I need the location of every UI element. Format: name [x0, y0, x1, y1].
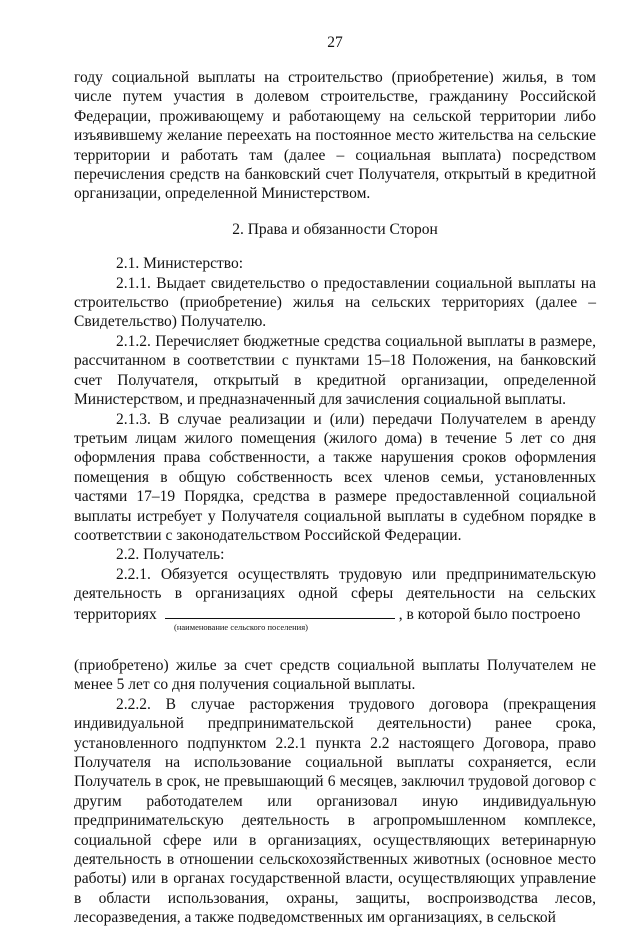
clause-2-2: 2.2. Получатель:: [116, 546, 225, 564]
blank-line-caption: (наименование сельского поселения): [174, 621, 308, 632]
fill-row-end-text: , в которой было построено: [398, 605, 581, 623]
clause-2-1: 2.1. Министерство:: [116, 255, 243, 273]
clause-2-1-2: 2.1.2. Перечисляет бюджетные средства социальной выплаты в размере, рассчитанном в соответствии с пунктами 15–18 Положения, на банковский счет Получателя, открытый в кредитной организации, определенной Министерством, и предназначенный для зачисления социальной выплаты.: [74, 332, 596, 409]
clause-2-2-2: 2.2.2. В случае расторжения трудового договора (прекращения индивидуальной предпринимательской деятельности) ранее срока, установленного подпунктом 2.2.1 пункта 2.2 настоящего Договора, право Получателя на использование социальной выплаты сохраняется, если Получатель в срок, не превышающий 6 месяцев, заключил трудовой договор с другим работодателем или организовал иную индивидуальную предпринимательскую деятельность в агропромышленном комплексе, социальной сфере или в организациях, осуществляющих ветеринарную деятельность в отношении сельскохозяйственных животных (основное место работы) или в органах государственной власти, осуществляющих управление в области использования, охраны, защиты, воспроизводства лесов, лесоразведения, а также подведомственных им организациях, в сельской: [74, 695, 596, 927]
clause-2-2-1-fill-row: [74, 604, 596, 624]
section-heading: 2. Права и обязанности Сторон: [232, 220, 438, 238]
clause-2-2-1-continuation: (приобретено) жилье за счет средств социальной выплаты Получателем не менее 5 лет со дня получения социальной выплаты.: [74, 656, 596, 694]
clause-2-1-3: 2.1.3. В случае реализации и (или) передачи Получателем в аренду третьим лицам жилого помещения (жилого дома) в течение 5 лет со дня оформления права собственности, а также нарушения сроков оформления помещения в общую собственность всех членов семьи, установленных частями 17–19 Порядка, средства в размере предоставленной социальной выплаты истребует у Получателя социальной выплаты в судебном порядке в соответствии с законодательством Российской Федерации.: [74, 410, 596, 544]
rural-settlement-blank-line[interactable]: [165, 604, 395, 619]
clause-2-2-1-text: 2.2.1. Обязуется осуществлять трудовую или предпринимательскую деятельность в организациях одной сферы деятельности на сельских: [74, 565, 596, 603]
fill-row-start-text: территориях: [74, 605, 157, 623]
clause-2-1-1: 2.1.1. Выдает свидетельство о предоставлении социальной выплаты на строительство (приобретение) жилья на сельских территориях (далее – Свидетельство) Получателю.: [74, 274, 596, 331]
paragraph-intro-continuation: году социальной выплаты на строительство (приобретение) жилья, в том числе путем участия в долевом строительстве, гражданину Российской Федерации, проживающему и работающему на сельской территории либо изъявившему желание переехать на постоянное место жительства на сельские территории и работать там (далее – социальная выплата) посредством перечисления средств на банковский счет Получателя, открытый в кредитной организации, определенной Министерством.: [74, 69, 596, 203]
page-number: 27: [327, 34, 343, 51]
caption-row: [74, 621, 596, 656]
document-body: [74, 68, 596, 928]
